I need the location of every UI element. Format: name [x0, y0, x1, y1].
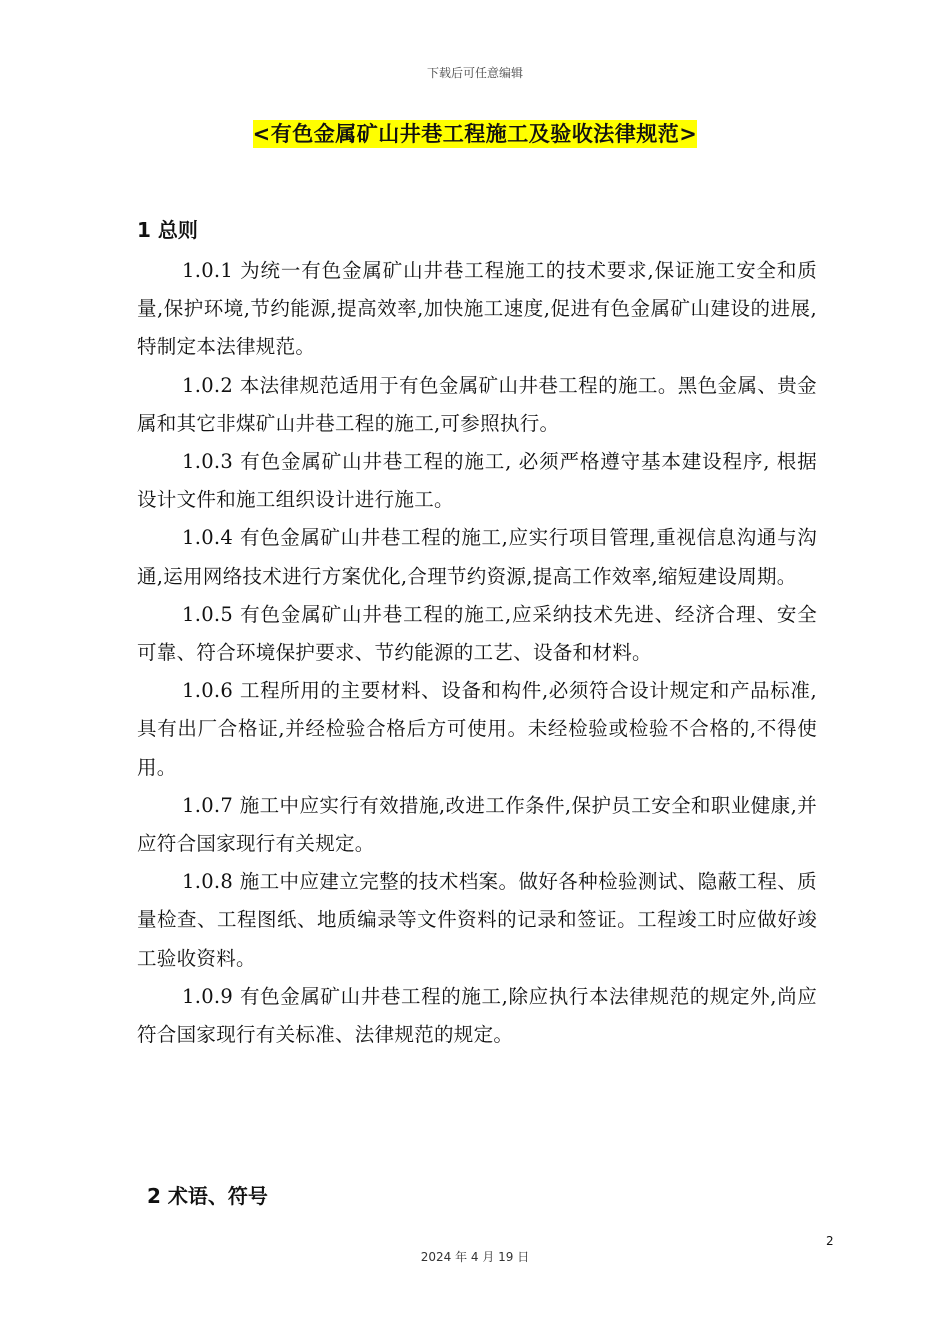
document-title-text: <有色金属矿山井巷工程施工及验收法律规范>	[252, 122, 698, 146]
section-heading-general: 1 总则	[137, 218, 198, 242]
page-number: 2	[826, 1234, 834, 1248]
clause-1-0-9: 1.0.9 有色金属矿山井巷工程的施工,除应执行本法律规范的规定外,尚应符合国家现行有关标准、法律规范的规定。	[137, 984, 817, 1047]
document-title	[0, 118, 950, 148]
header-note: 下载后可任意编辑	[426, 66, 523, 80]
clause-1-0-3: 1.0.3 有色金属矿山井巷工程的施工, 必须严格遵守基本建设程序, 根据设计文件和施工组织设计进行施工。	[137, 450, 817, 512]
section-heading-terms: 2 术语、符号	[147, 1184, 268, 1208]
clause-1-0-6: 1.0.6 工程所用的主要材料、设备和构件,必须符合设计规定和产品标准,具有出厂合格证,并经检验合格后方可使用。未经检验或检验不合格的,不得使用。	[137, 679, 817, 779]
clause-1-0-2: 1.0.2 本法律规范适用于有色金属矿山井巷工程的施工。黑色金属、贵金属和其它非煤矿山井巷工程的施工,可参照执行。	[137, 373, 817, 435]
clause-1-0-7: 1.0.7 施工中应实行有效措施,改进工作条件,保护员工安全和职业健康,并应符合国家现行有关规定。	[137, 793, 817, 856]
clause-1-0-4: 1.0.4 有色金属矿山井巷工程的施工,应实行项目管理,重视信息沟通与沟通,运用网络技术进行方案优化,合理节约资源,提高工作效率,缩短建设周期。	[137, 526, 817, 588]
footer-date: 2024 年 4 月 19 日	[420, 1250, 530, 1264]
clause-1-0-8: 1.0.8 施工中应建立完整的技术档案。做好各种检验测试、隐蔽工程、质量检查、工程图纸、地质编录等文件资料的记录和签证。工程竣工时应做好竣工验收资料。	[137, 870, 817, 970]
clause-1-0-5: 1.0.5 有色金属矿山井巷工程的施工,应采纳技术先进、经济合理、安全可靠、符合环境保护要求、节约能源的工艺、设备和材料。	[137, 602, 817, 665]
section-body-general	[137, 252, 817, 1054]
clause-1-0-1: 1.0.1 为统一有色金属矿山井巷工程施工的技术要求,保证施工安全和质量,保护环境,节约能源,提高效率,加快施工速度,促进有色金属矿山建设的进展,特制定本法律规范。	[137, 259, 817, 359]
